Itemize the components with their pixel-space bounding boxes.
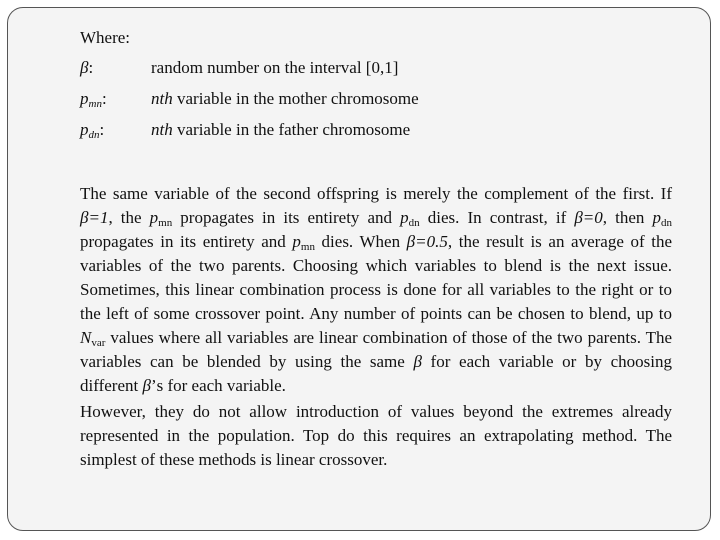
paragraph-extrapolation: However, they do not allow introduction of values beyond the extremes already represented in the population. Top do this requires an extrapolating method. The simplest of these methods is linear crossover. <box>80 402 672 469</box>
math-inline: p <box>292 232 301 251</box>
definition-term: $p_{mn}$: <box>80 89 107 110</box>
math-inline: p <box>400 208 409 227</box>
math-inline: β <box>413 352 422 371</box>
description-emphasis: nth <box>151 120 173 139</box>
term-subscript: mn <box>88 98 102 110</box>
term-symbol: β <box>80 58 89 77</box>
description-text: variable in the father chromosome <box>172 120 411 139</box>
math-inline: β=0 <box>574 208 603 227</box>
slide <box>7 7 711 531</box>
math-inline: β <box>142 376 151 395</box>
definition-term: β: <box>80 58 94 77</box>
slide-content <box>80 26 672 472</box>
description-text: variable in the mother chromosome <box>172 89 419 108</box>
definition-pdn <box>80 118 672 149</box>
math-inline: N <box>80 328 92 347</box>
definition-description: random number on the interval [0,1] <box>151 58 399 77</box>
definition-beta <box>80 56 672 87</box>
math-inline: p <box>652 208 661 227</box>
definition-description <box>151 118 410 142</box>
definition-term: $p_{dn}$: <box>80 120 105 141</box>
term-subscript: dn <box>88 129 100 141</box>
math-inline: β=0.5 <box>406 232 448 251</box>
term-symbol: p <box>80 89 89 108</box>
definition-list <box>80 56 672 149</box>
description-emphasis: nth <box>151 89 173 108</box>
math-inline: β=1 <box>80 208 109 227</box>
where-heading: Where: <box>80 28 131 47</box>
term-symbol: p <box>80 120 89 139</box>
paragraph-blending: The same variable of the second offspring is merely the complement of the first. If β=1, the $p_{mn}$ propagates in its entirety and $p_{dn}$ dies. In contrast, if β=0, then $p_{dn}$ propagates in its entirety and $p_{mn}$ dies. When β=0.5, the result is an average of the variables of the two parents. Choosing which variables to blend is the next issue. Sometimes, this linear combination process is done for all variables to the right or to the left of some crossover point. Any number of points can be chosen to blend, up to $N_{var}$ values where all variables are linear combination of those of the two parents. The variables can be blended by using the same β for each variable or by choosing different β’s for each variable. <box>80 184 673 395</box>
math-inline: p <box>149 208 159 227</box>
definition-pmn <box>80 87 672 118</box>
definition-description <box>151 87 419 111</box>
